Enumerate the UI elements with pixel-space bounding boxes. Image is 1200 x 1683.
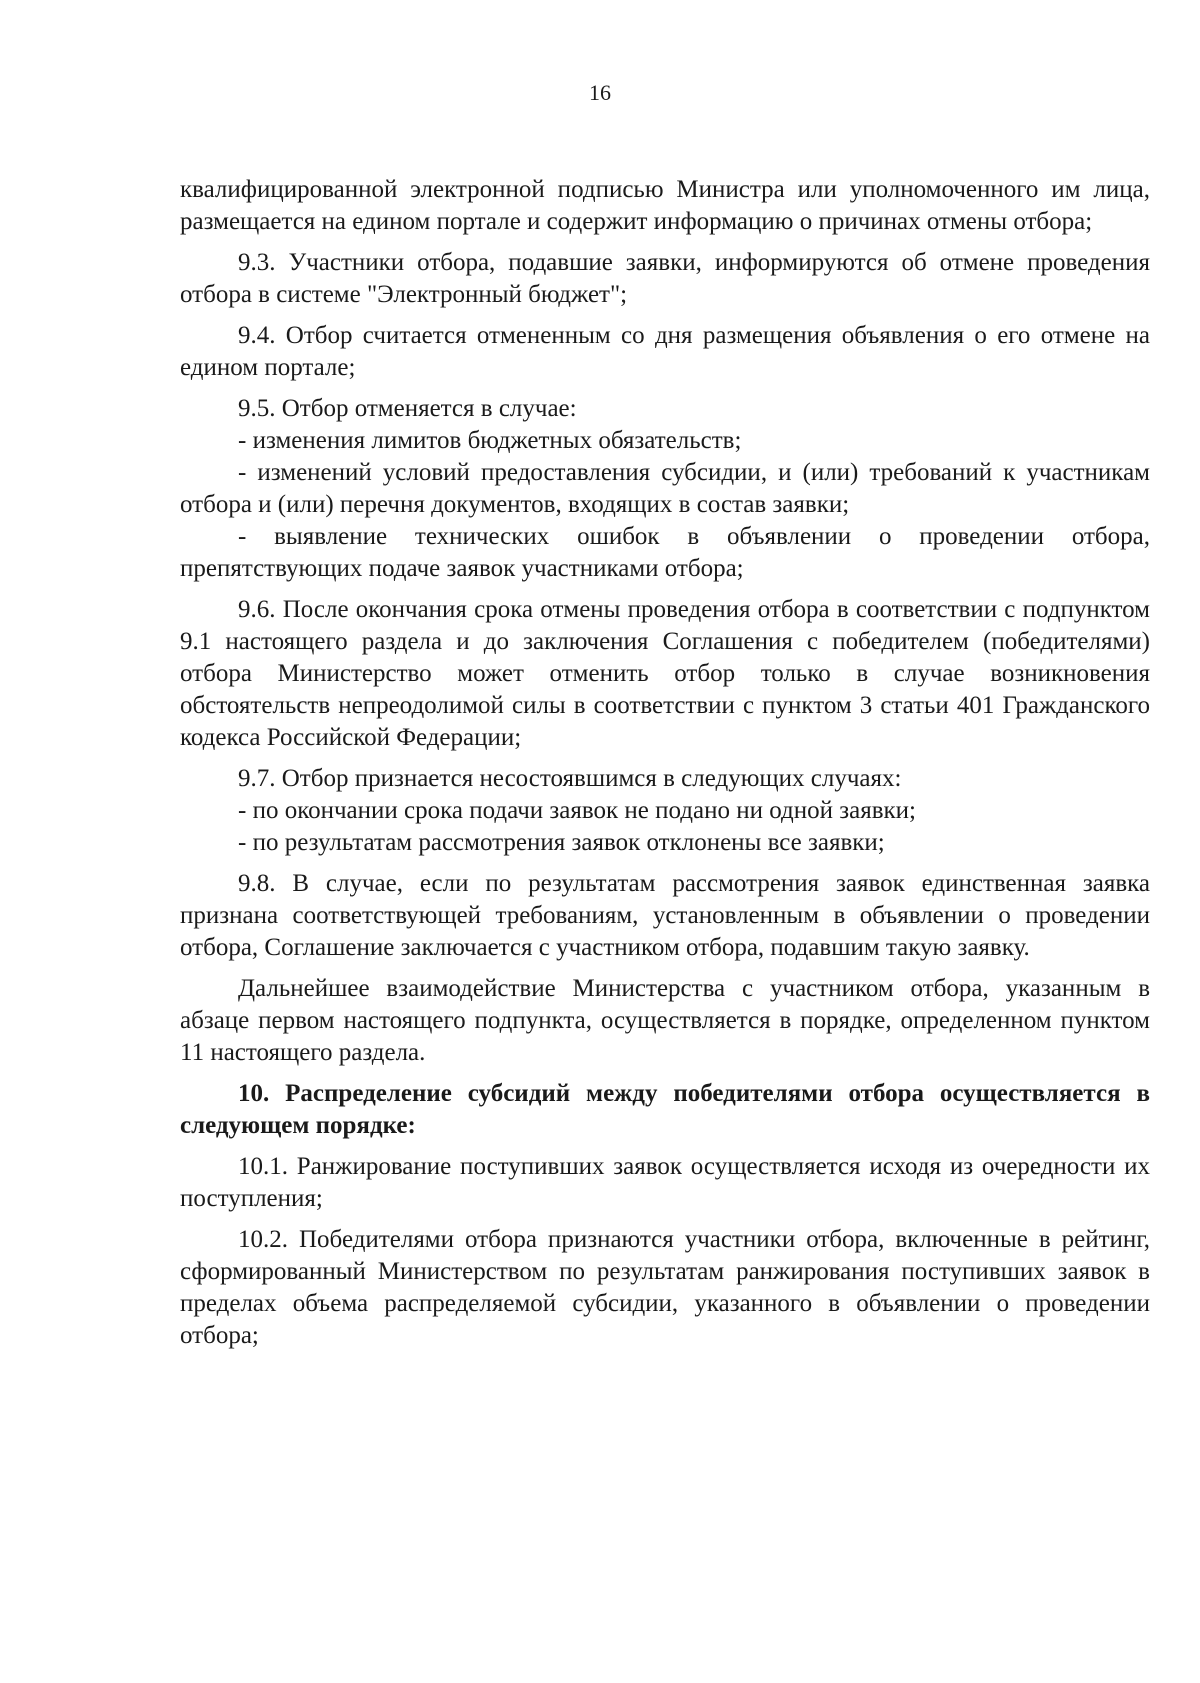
paragraph: 9.8. В случае, если по результатам рассмотрения заявок единственная заявка признана соответствующей требованиям, установленным в объявлении о проведении отбора, Соглашение заключается с участником отбора, подавшим такую заявку.	[180, 870, 1150, 961]
paragraph: квалифицированной электронной подписью Министра или уполномоченного им лица, размещается на едином портале и содержит информацию о причинах отмены отбора;	[180, 176, 1150, 235]
paragraph: - по результатам рассмотрения заявок отклонены все заявки;	[238, 829, 885, 856]
paragraph: 10.1. Ранжирование поступивших заявок осуществляется исходя из очередности их поступления;	[180, 1153, 1150, 1212]
paragraph: 9.5. Отбор отменяется в случае:	[238, 395, 577, 422]
paragraph: 9.3. Участники отбора, подавшие заявки, информируются об отмене проведения отбора в системе "Электронный бюджет";	[180, 249, 1150, 308]
paragraph: - выявление технических ошибок в объявлении о проведении отбора, препятствующих подаче заявок участниками отбора;	[180, 523, 1150, 582]
paragraph: - изменения лимитов бюджетных обязательств;	[238, 427, 742, 454]
paragraph: 9.7. Отбор признается несостоявшимся в следующих случаях:	[238, 765, 902, 792]
document-body	[180, 174, 1150, 1361]
paragraph: Дальнейшее взаимодействие Министерства с участником отбора, указанным в абзаце первом настоящего подпункта, осуществляется в порядке, определенном пунктом 11 настоящего раздела.	[180, 975, 1150, 1066]
section-heading: 10. Распределение субсидий между победителями отбора осуществляется в следующем порядке:	[180, 1080, 1150, 1139]
paragraph: - изменений условий предоставления субсидии, и (или) требований к участникам отбора и (или) перечня документов, входящих в состав заявки;	[180, 459, 1150, 518]
paragraph: 10.2. Победителями отбора признаются участники отбора, включенные в рейтинг, сформированный Министерством по результатам ранжирования поступивших заявок в пределах объема распределяемой субсидии, указанного в объявлении о проведении отбора;	[180, 1226, 1150, 1349]
page-number: 16	[589, 80, 611, 105]
paragraph: 9.4. Отбор считается отмененным со дня размещения объявления о его отмене на едином портале;	[180, 322, 1150, 381]
paragraph: - по окончании срока подачи заявок не подано ни одной заявки;	[238, 797, 916, 824]
paragraph: 9.6. После окончания срока отмены проведения отбора в соответствии с подпунктом 9.1 настоящего раздела и до заключения Соглашения с победителем (победителями) отбора Министерство может отменить отбор только в случае возникновения обстоятельств непреодолимой силы в соответствии с пунктом 3 статьи 401 Гражданского кодекса Российской Федерации;	[180, 596, 1150, 751]
